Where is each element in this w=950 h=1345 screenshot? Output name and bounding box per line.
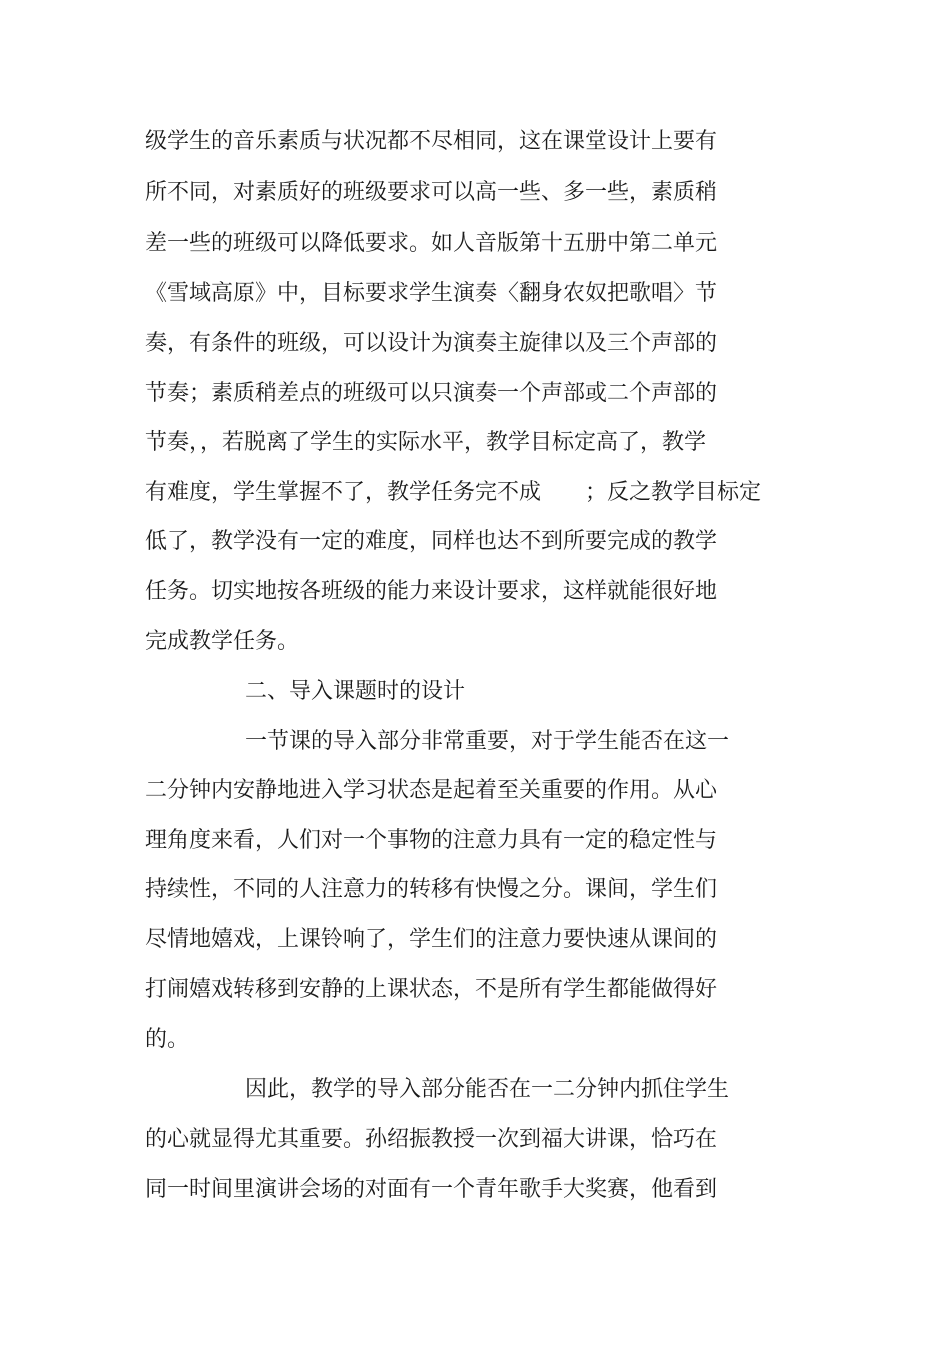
text-line: 所不同，对素质好的班级要求可以高一些、多一些，素质稍 (145, 180, 718, 205)
text-line: 因此，教学的导入部分能否在一二分钟内抓住学生 (245, 1077, 730, 1102)
text-line: 持续性，不同的人注意力的转移有快慢之分。课间，学生们 (145, 877, 718, 902)
section-heading: 二、导入课题时的设计 (245, 679, 466, 704)
text-line: 二分钟内安静地进入学习状态是起着至关重要的作用。从心 (145, 778, 718, 803)
text-line: 打闹嬉戏转移到安静的上课状态，不是所有学生都能做得好 (145, 977, 718, 1002)
text-line: 完成教学任务。 (145, 629, 300, 654)
text-line: 节奏，，若脱离了学生的实际水平，教学目标定高了，教学 (145, 430, 707, 455)
text-line: 低了，教学没有一定的难度，同样也达不到所要完成的教学 (145, 529, 718, 554)
text-line: 有难度，学生掌握不了，教学任务完不成 ；反之教学目标定 (145, 480, 762, 505)
text-line: 尽情地嬉戏，上课铃响了，学生们的注意力要快速从课间的 (145, 927, 718, 952)
text-line: 《雪域高原》中，目标要求学生演奏〈翻身农奴把歌唱〉节 (145, 281, 718, 306)
text-line: 理角度来看，人们对一个事物的注意力具有一定的稳定性与 (145, 828, 718, 853)
text-line: 节奏；素质稍差点的班级可以只演奏一个声部或二个声部的 (145, 381, 718, 406)
text-line: 级学生的音乐素质与状况都不尽相同，这在课堂设计上要有 (145, 129, 718, 154)
text-line: 任务。切实地按各班级的能力来设计要求，这样就能很好地 (145, 579, 718, 604)
text-line: 一节课的导入部分非常重要，对于学生能否在这一 (245, 729, 730, 754)
text-line: 的心就显得尤其重要。孙绍振教授一次到福大讲课，恰巧在 (145, 1127, 718, 1152)
text-line: 奏，有条件的班级，可以设计为演奏主旋律以及三个声部的 (145, 331, 718, 356)
text-line: 的。 (145, 1027, 190, 1052)
text-line: 同一时间里演讲会场的对面有一个青年歌手大奖赛，他看到 (145, 1177, 718, 1202)
text-line: 差一些的班级可以降低要求。如人音版第十五册中第二单元 (145, 231, 718, 256)
